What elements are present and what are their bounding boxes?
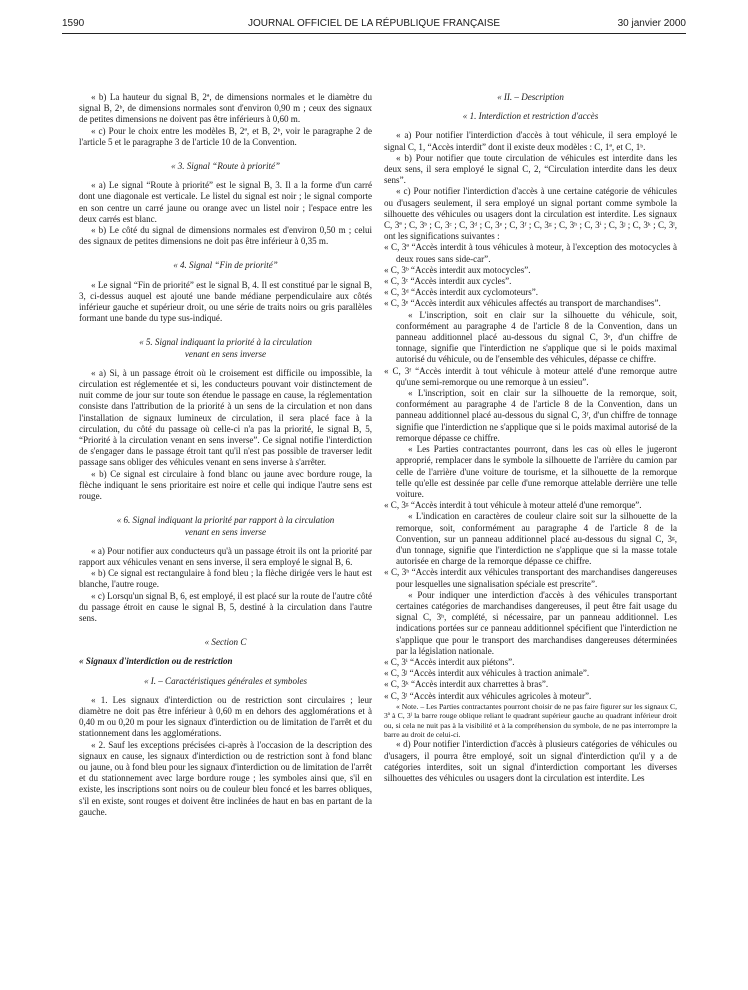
journal-title: JOURNAL OFFICIEL DE LA RÉPUBLIQUE FRANÇAISE <box>247 18 501 29</box>
section-c-subheading: « Signaux d'interdiction ou de restriction <box>79 656 233 667</box>
section-heading-cont: venant en sens inverse <box>184 348 267 359</box>
signal-detail: « L'inscription, soit en clair sur la silhouette de la remorque, soit, conformément au paragraphe 4 de l'article 8 de la Convention, dans un panneau additionnel placé au-dessous du signal C, 3ᶠ, d'un chiffre de tonnage signifie que l'interdiction ne s'applique que si le poids maximal autorisé de la remorque dépasse ce chiffre. <box>396 388 677 443</box>
signal-detail: « Pour indiquer une interdiction d'accès à des véhicules transportant certaines catégories de marchandises dangereuses, il peut être fait usage du signal C, 3ʰ, complété, si nécessaire, par un panneau additionnel. Les indications portées sur ce panneau additionnel spécifient que l'interdiction ne s'applique que pour le transport des marchandises dangereuses déterminées par la législation nationale. <box>396 589 677 656</box>
page-number: 1590 <box>62 18 85 29</box>
paragraph: « a) Pour notifier aux conducteurs qu'à un passage étroit ils ont la priorité par rapport aux véhicules venant en sens inverse, il sera employé le signal B, 6. <box>79 545 372 567</box>
part-one-heading: « I. – Caractéristiques générales et symboles <box>143 675 308 686</box>
signal-item: « C, 3ᶜ “Accès interdit aux cycles”. <box>384 276 512 287</box>
signal-item: « C, 3ᵍ “Accès interdit à tout véhicule à moteur attelé d'une remorque”. <box>384 500 642 511</box>
signal-detail: « Les Parties contractantes pourront, dans les cas où elles le jugeront approprié, remplacer dans le symbole la silhouette de l'arrière du camion par celle de l'arrière d'une voiture de tourisme, et la silhouette de la remorque telle qu'elle est dessinée par celle d'une remorque attelable derrière une telle voiture. <box>396 444 677 499</box>
signal-item: « C, 3ᶠ “Accès interdit à tout véhicule à moteur attelé d'une remorque autre qu'une semi-remorque ou une remorque à un essieu”. <box>384 365 677 387</box>
paragraph: « b) Ce signal est rectangulaire à fond bleu ; la flèche dirigée vers le haut est blanche, l'autre rouge. <box>79 568 372 590</box>
paragraph: « c) Lorsqu'un signal B, 6, est employé, il est placé sur la route de l'autre côté du passage étroit en cause le signal B, 5, destiné à la circulation dans l'autre sens. <box>79 590 372 623</box>
section-heading: « 4. Signal “Fin de priorité” <box>173 260 278 271</box>
signal-item: « C, 3ⁱ “Accès interdit aux piétons”. <box>384 656 515 667</box>
signal-detail: « L'inscription, soit en clair sur la silhouette du véhicule, soit, conformément au paragraphe 4 de l'article 8 de la Convention, dans un panneau additionnel placé au-dessous du signal C, 3ᵉ, d'un chiffre de tonnage, signifie que l'interdiction ne s'applique que si le poids maximal autorisé du véhicule, ou de l'ensemble des véhicules, dépasse ce chiffre. <box>396 309 677 365</box>
signal-item: « C, 3ᵇ “Accès interdit aux motocycles”. <box>384 264 531 275</box>
signal-item: « C, 3ª “Accès interdit à tous véhicules à moteur, à l'exception des motocycles à deux roues sans side-car”. <box>384 242 677 264</box>
paragraph: « c) Pour le choix entre les modèles B, 2ª, et B, 2ᵇ, voir le paragraphe 2 de l'article 5 et le paragraphe 3 de l'article 10 de la Convention. <box>79 125 372 147</box>
signal-item: « C, 3ʲ “Accès interdit aux véhicules à traction animale”. <box>384 668 590 679</box>
paragraph: « b) Ce signal est circulaire à fond blanc ou jaune avec bordure rouge, la flèche indiquant le sens prioritaire est noire et celle qui indique l'autre sens est rouge. <box>79 468 372 502</box>
page-header <box>62 18 686 34</box>
paragraph: « 1. Les signaux d'interdiction ou de restriction sont circulaires ; leur diamètre ne doit pas être inférieur à 0,60 m en dehors des agglomérations et à 0,40 m ou 0,20 m pour les signaux d'interdiction ou de limitation de l'arrêt et du stationnement dans les agglomérations. <box>79 694 372 739</box>
signal-item: « C, 3ˡ “Accès interdit aux véhicules agricoles à moteur”. <box>384 690 592 701</box>
signal-item: « C, 3ᵏ “Accès interdit aux charrettes à bras”. <box>384 679 549 690</box>
signal-item: « C, 3ʰ “Accès interdit aux véhicules transportant des marchandises dangereuses pour lesquelles une signalisation spéciale est prescrite”. <box>384 567 677 589</box>
subsection-heading: « 1. Interdiction et restriction d'accès <box>462 111 599 122</box>
issue-date: 30 janvier 2000 <box>617 18 686 29</box>
section-heading: « 3. Signal “Route à priorité” <box>170 161 281 172</box>
signal-item: « C, 3ᵈ “Accès interdit aux cyclomoteurs”. <box>384 287 539 298</box>
right-column <box>384 92 677 784</box>
paragraph: « b) Pour notifier que toute circulation de véhicules est interdite dans les deux sens, il sera employé le signal C, 2, “Circulation interdite dans les deux sens”. <box>384 152 677 186</box>
paragraph: « b) Le côté du signal de dimensions normales est d'environ 0,50 m ; celui des signaux de petites dimensions ne doit pas être inférieur à 0,35 m. <box>79 225 372 247</box>
section-heading: « 5. Signal indiquant la priorité à la circulation <box>139 337 312 348</box>
paragraph: « d) Pour notifier l'interdiction d'accès à plusieurs catégories de véhicules ou d'usagers, il pourra être employé, soit un signal d'interdiction qu'il y a de catégories interdites, soit un signal d'interdiction comportant les diverses silhouettes des véhicules ou usagers dont la circulation est interdite. Les <box>384 739 677 783</box>
section-c-heading: « Section C <box>204 637 247 648</box>
part-two-heading: « II. – Description <box>497 92 564 102</box>
left-column <box>79 92 372 818</box>
paragraph: « c) Pour notifier l'interdiction d'accès à une certaine catégorie de véhicules ou d'usagers seulement, il sera employé un signal portant comme symbole la silhouette des véhicules ou usagers dont la circulation est interdite. Les signaux C, 3ª ; C, 3ᵇ ; C, 3ᶜ ; C, 3ᵈ ; C, 3ᵉ ; C, 3ᶠ ; C, 3ᵍ ; C, 3ʰ ; C, 3ⁱ ; C, 3ʲ ; C, 3ᵏ ; C, 3ˡ, ont les significations suivantes : <box>384 186 677 242</box>
header-rule <box>62 33 686 34</box>
section-heading: « 6. Signal indiquant la priorité par rapport à la circulation <box>116 515 335 526</box>
signal-detail: « L'indication en caractères de couleur claire soit sur la silhouette de la remorque, soit, conformément au paragraphe 4 de l'article 8 de la Convention, sur un panneau additionnel placé au-dessous du signal C, 3ᵍ, d'un tonnage, signifie que l'interdiction ne s'applique que si la masse totale autorisée en charge de la remorque dépasse ce chiffre. <box>396 511 677 567</box>
paragraph: « a) Le signal “Route à priorité” est le signal B, 3. Il a la forme d'un carré dont une diagonale est verticale. Le listel du signal est noir ; le signal comporte en son centre un carré jaune ou orange avec un listel noir ; l'espace entre les deux carrés est blanc. <box>79 180 372 224</box>
section-heading-cont: venant en sens inverse <box>184 526 267 537</box>
paragraph: « a) Pour notifier l'interdiction d'accès à tout véhicule, il sera employé le signal C, 1, “Accès interdit” dont il existe deux modèles : C, 1ª, et C, 1ᵇ. <box>384 130 677 152</box>
note: « Note. – Les Parties contractantes pourront choisir de ne pas faire figurer sur les signaux C, 3ª à C, 3ˡ la barre rouge oblique reliant le quadrant supérieur gauche au quadrant inférieur droit ou, si cela ne nuit pas à la visibilité et à la compréhension du symbole, de ne pas interrompre la barre au droit de celui-ci. <box>384 701 677 739</box>
paragraph: « a) Si, à un passage étroit où le croisement est difficile ou impossible, la circulation est réglementée et si, les conducteurs pouvant voir distinctement de nuit comme de jour sur toute son étendue le passage en cause, la réglementation consiste dans l'attribution de la priorité à un sens de la circulation et non dans l'installation de signaux lumineux de circulation, il sera placé face à la circulation, du côté du passage où celle-ci n'a pas la priorité, le signal B, 5, “Priorité à la circulation venant en sens inverse”. Ce signal notifie l'interdiction de s'engager dans le passage étroit tant qu'il n'est pas possible de traverser ledit passage sans obliger des véhicules venant en sens inverse à s'arrêter. <box>79 367 372 468</box>
paragraph: « b) La hauteur du signal B, 2ª, de dimensions normales et le diamètre du signal B, 2ᵇ, de dimensions normales sont d'environ 0,90 m ; ceux des signaux de petites dimensions ne doivent pas être inférieurs à 0,60 m. <box>79 92 372 125</box>
paragraph: « Le signal “Fin de priorité” est le signal B, 4. Il est constitué par le signal B, 3, ci-dessus auquel est ajouté une bande médiane perpendiculaire aux côtés inférieur gauche et supérieur droit, ou une série de traits noirs ou gris parallèles formant une bande du type sus-indiqué. <box>79 279 372 324</box>
signal-item: « C, 3ᵉ “Accès interdit aux véhicules affectés au transport de marchandises”. <box>384 298 661 309</box>
paragraph: « 2. Sauf les exceptions précisées ci-après à l'occasion de la description des signaux en cause, les signaux d'interdiction ou de restriction sont à fond blanc ou jaune, ou à fond bleu pour les signaux d'interdiction ou de limitation de l'arrêt et du stationnement avec large bordure rouge ; les symboles ainsi que, s'il en existe, les inscriptions sont noirs ou de couleur bleu foncé et les barres obliques, s'il en existe, sont rouges et doivent être inclinées de haut en bas en partant de la gauche. <box>79 739 372 817</box>
